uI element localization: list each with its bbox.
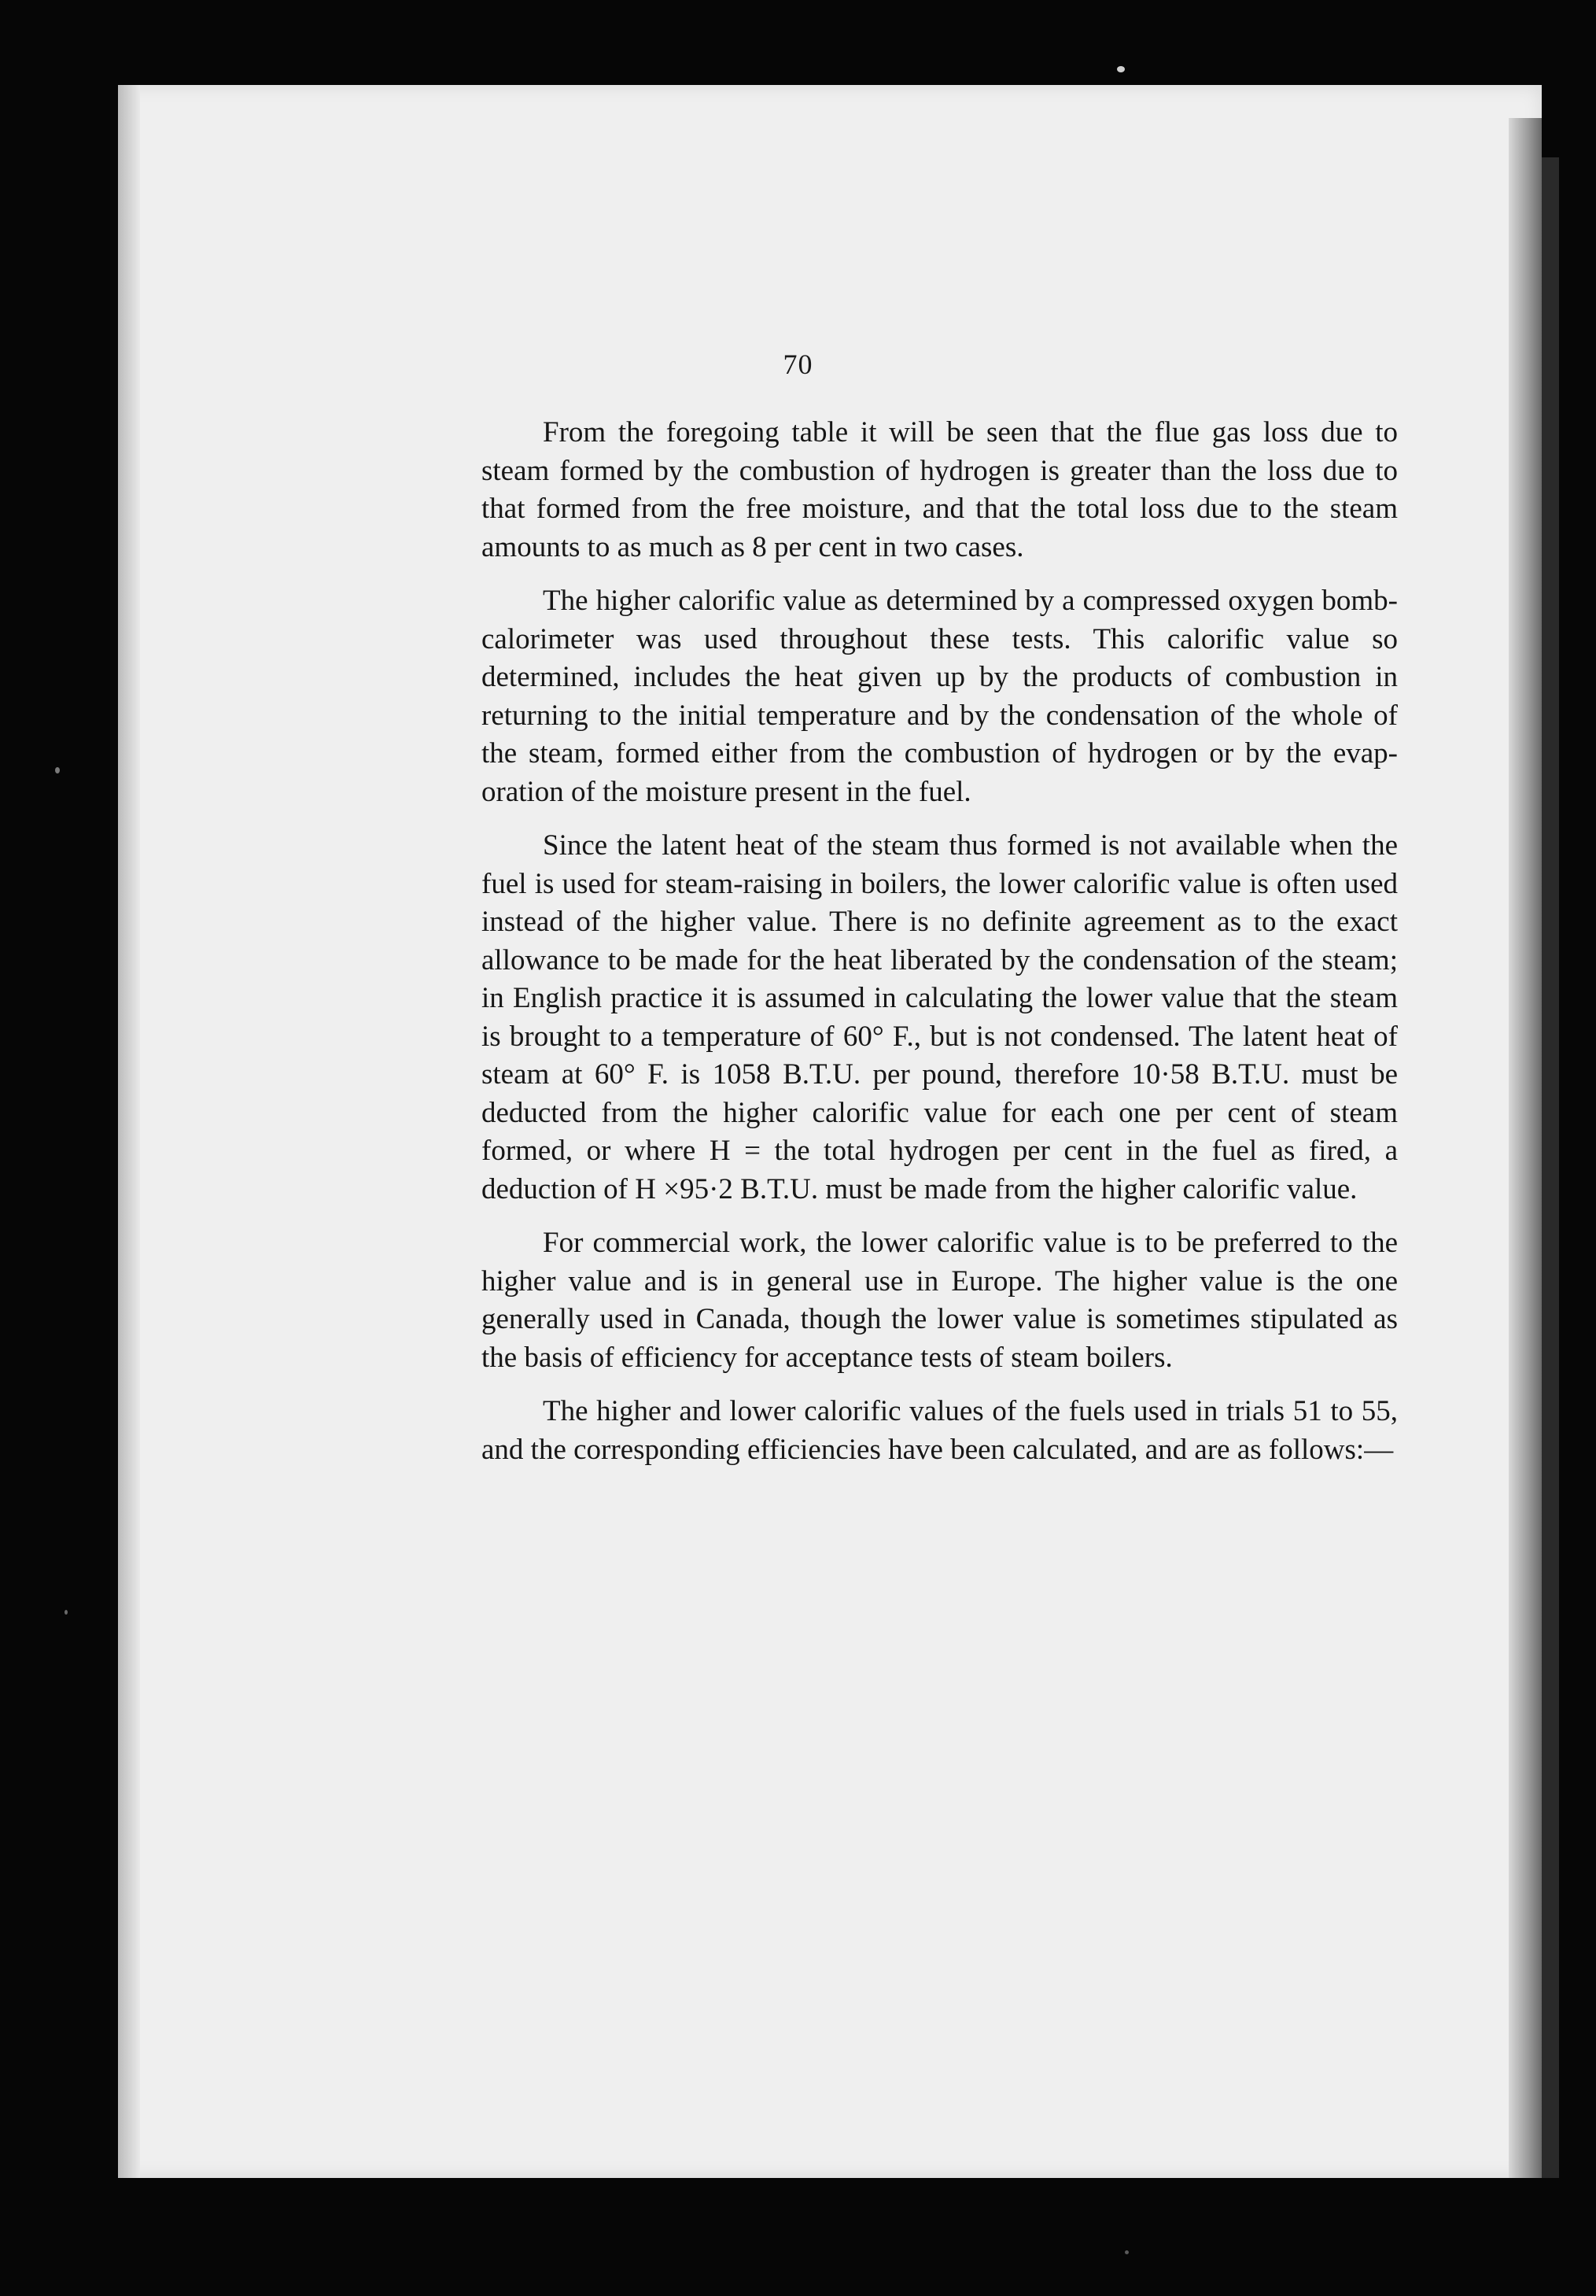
paragraph: From the foregoing table it will be seen that the flue gas loss due to steam formed by the combustion of hydrogen is greater than the loss due to that formed from the free moisture, and that the total loss due to the steam amounts to as much as 8 per cent in two cases.: [481, 416, 1398, 563]
paragraph: Since the latent heat of the steam thus formed is not available when the fuel is used for steam-raising in boilers, the lower calorific value is often used instead of the higher value. There is no definite agreement as to the exact allowance to be made for the heat liberated by the condensation of the steam; in English practice it is assumed in calculating the lower value that the steam is brought to a temperature of 60° F., but is not condensed. The latent heat of steam at 60° F. is 1058 B.T.U. per pound, therefore 10·58 B.T.U. must be deducted from the higher calorific value for each one per cent of steam formed, or where H = the total hydrogen per cent in the fuel as fired, a deduction of H ×95·2 B.T.U. must be made from the higher calorific value.: [481, 829, 1398, 1205]
page-right-edge: [1509, 118, 1542, 2178]
paragraph: For commercial work, the lower calorific value is to be preferred to the higher value and is in general use in Europe. The higher value is the one generally used in Canada, though the lower value is sometimes stipulated as the basis of efficiency for acceptance tests of steam boilers.: [481, 1227, 1398, 1374]
film-speck: [1117, 66, 1125, 72]
paragraph: The higher calorific value as determined by a compressed oxygen bomb-calorimeter was used throughout these tests. This calorific value so determined, includes the heat given up by the products of combustion in returning to the initial temperature and by the condensation of the whole of the steam, formed either from the combustion of hydrogen or by the evaporation of the moisture present in the fuel.: [481, 585, 1398, 808]
body-text: [481, 414, 1398, 1485]
page-left-edge: [118, 85, 140, 2178]
page-number: 70: [783, 349, 813, 380]
binding-shadow: [1542, 157, 1559, 2178]
paragraph: The higher and lower calorific values of the fuels used in trials 51 to 55, and the corresponding efficiencies have been calculated, and are as follows:—: [481, 1395, 1398, 1466]
film-speck: [65, 1610, 68, 1615]
film-speck: [1125, 2250, 1129, 2254]
film-speck: [55, 767, 60, 773]
